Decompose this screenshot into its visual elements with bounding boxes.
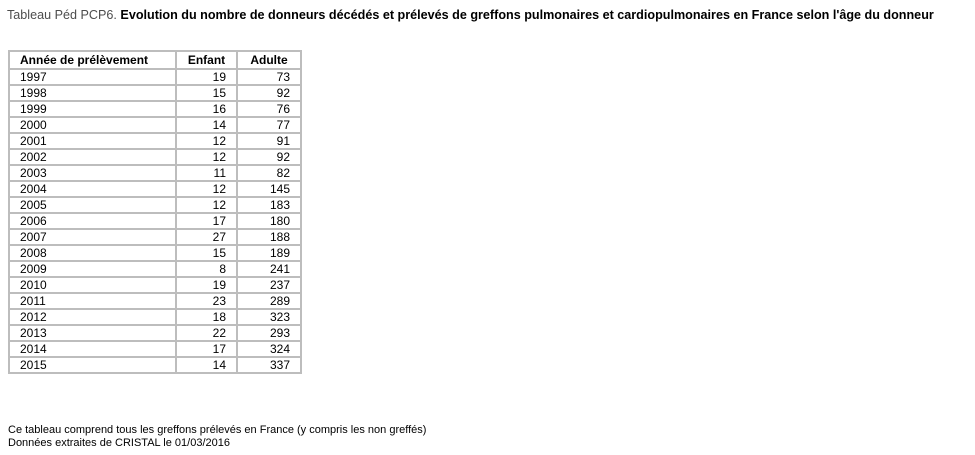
cell-adult: 145 <box>237 181 301 197</box>
table-body <box>9 69 301 373</box>
column-header-year: Année de prélèvement <box>9 51 176 69</box>
cell-child: 14 <box>176 117 237 133</box>
footnote-source: Données extraites de CRISTAL le 01/03/2016 <box>8 436 230 449</box>
cell-adult: 323 <box>237 309 301 325</box>
cell-child: 12 <box>176 197 237 213</box>
table-row <box>9 165 301 181</box>
cell-child: 18 <box>176 309 237 325</box>
table-row <box>9 357 301 373</box>
column-header-child: Enfant <box>176 51 237 69</box>
table-row <box>9 325 301 341</box>
cell-child: 22 <box>176 325 237 341</box>
table-row <box>9 309 301 325</box>
cell-adult: 188 <box>237 229 301 245</box>
table-row <box>9 101 301 117</box>
cell-adult: 289 <box>237 293 301 309</box>
cell-child: 15 <box>176 245 237 261</box>
table-row <box>9 85 301 101</box>
column-header-adult: Adulte <box>237 51 301 69</box>
table-title-text: Evolution du nombre de donneurs décédés et prélevés de greffons pulmonaires et cardiopulmonaires en France selon l'âge du donneur <box>116 8 934 22</box>
cell-adult: 183 <box>237 197 301 213</box>
table-row <box>9 229 301 245</box>
cell-adult: 76 <box>237 101 301 117</box>
donor-table <box>8 50 302 374</box>
footnotes <box>8 424 426 449</box>
cell-year: 2010 <box>9 277 176 293</box>
cell-child: 12 <box>176 149 237 165</box>
cell-child: 12 <box>176 133 237 149</box>
cell-year: 2012 <box>9 309 176 325</box>
cell-child: 14 <box>176 357 237 373</box>
table-row <box>9 341 301 357</box>
table-row <box>9 245 301 261</box>
cell-adult: 324 <box>237 341 301 357</box>
cell-year: 2002 <box>9 149 176 165</box>
cell-year: 2004 <box>9 181 176 197</box>
cell-child: 23 <box>176 293 237 309</box>
table-row <box>9 261 301 277</box>
table-row <box>9 293 301 309</box>
cell-year: 2000 <box>9 117 176 133</box>
cell-year: 2013 <box>9 325 176 341</box>
cell-year: 2003 <box>9 165 176 181</box>
cell-adult: 237 <box>237 277 301 293</box>
cell-child: 27 <box>176 229 237 245</box>
cell-year: 2009 <box>9 261 176 277</box>
cell-adult: 293 <box>237 325 301 341</box>
cell-year: 2011 <box>9 293 176 309</box>
cell-year: 2007 <box>9 229 176 245</box>
cell-year: 2008 <box>9 245 176 261</box>
table-row <box>9 277 301 293</box>
cell-child: 12 <box>176 181 237 197</box>
table-row <box>9 149 301 165</box>
table-row <box>9 213 301 229</box>
cell-adult: 180 <box>237 213 301 229</box>
table-header <box>9 51 301 69</box>
cell-child: 16 <box>176 101 237 117</box>
cell-child: 19 <box>176 69 237 85</box>
table-row <box>9 69 301 85</box>
cell-child: 8 <box>176 261 237 277</box>
cell-adult: 92 <box>237 149 301 165</box>
cell-adult: 92 <box>237 85 301 101</box>
table-title <box>7 8 967 23</box>
cell-child: 11 <box>176 165 237 181</box>
table-title-prefix: Tableau Péd PCP6. <box>7 8 117 22</box>
cell-year: 1998 <box>9 85 176 101</box>
table-row <box>9 117 301 133</box>
footnote-scope: Ce tableau comprend tous les greffons prélevés en France (y compris les non greffés) <box>8 424 427 436</box>
cell-year: 2005 <box>9 197 176 213</box>
cell-adult: 241 <box>237 261 301 277</box>
cell-child: 19 <box>176 277 237 293</box>
cell-child: 17 <box>176 213 237 229</box>
cell-year: 2015 <box>9 357 176 373</box>
cell-year: 2014 <box>9 341 176 357</box>
cell-adult: 77 <box>237 117 301 133</box>
cell-adult: 73 <box>237 69 301 85</box>
cell-year: 2006 <box>9 213 176 229</box>
cell-adult: 189 <box>237 245 301 261</box>
table-row <box>9 197 301 213</box>
cell-adult: 82 <box>237 165 301 181</box>
cell-adult: 337 <box>237 357 301 373</box>
cell-child: 15 <box>176 85 237 101</box>
cell-child: 17 <box>176 341 237 357</box>
table-row <box>9 181 301 197</box>
cell-year: 1999 <box>9 101 176 117</box>
table-row <box>9 133 301 149</box>
cell-year: 2001 <box>9 133 176 149</box>
cell-adult: 91 <box>237 133 301 149</box>
cell-year: 1997 <box>9 69 176 85</box>
header-row <box>9 51 301 69</box>
